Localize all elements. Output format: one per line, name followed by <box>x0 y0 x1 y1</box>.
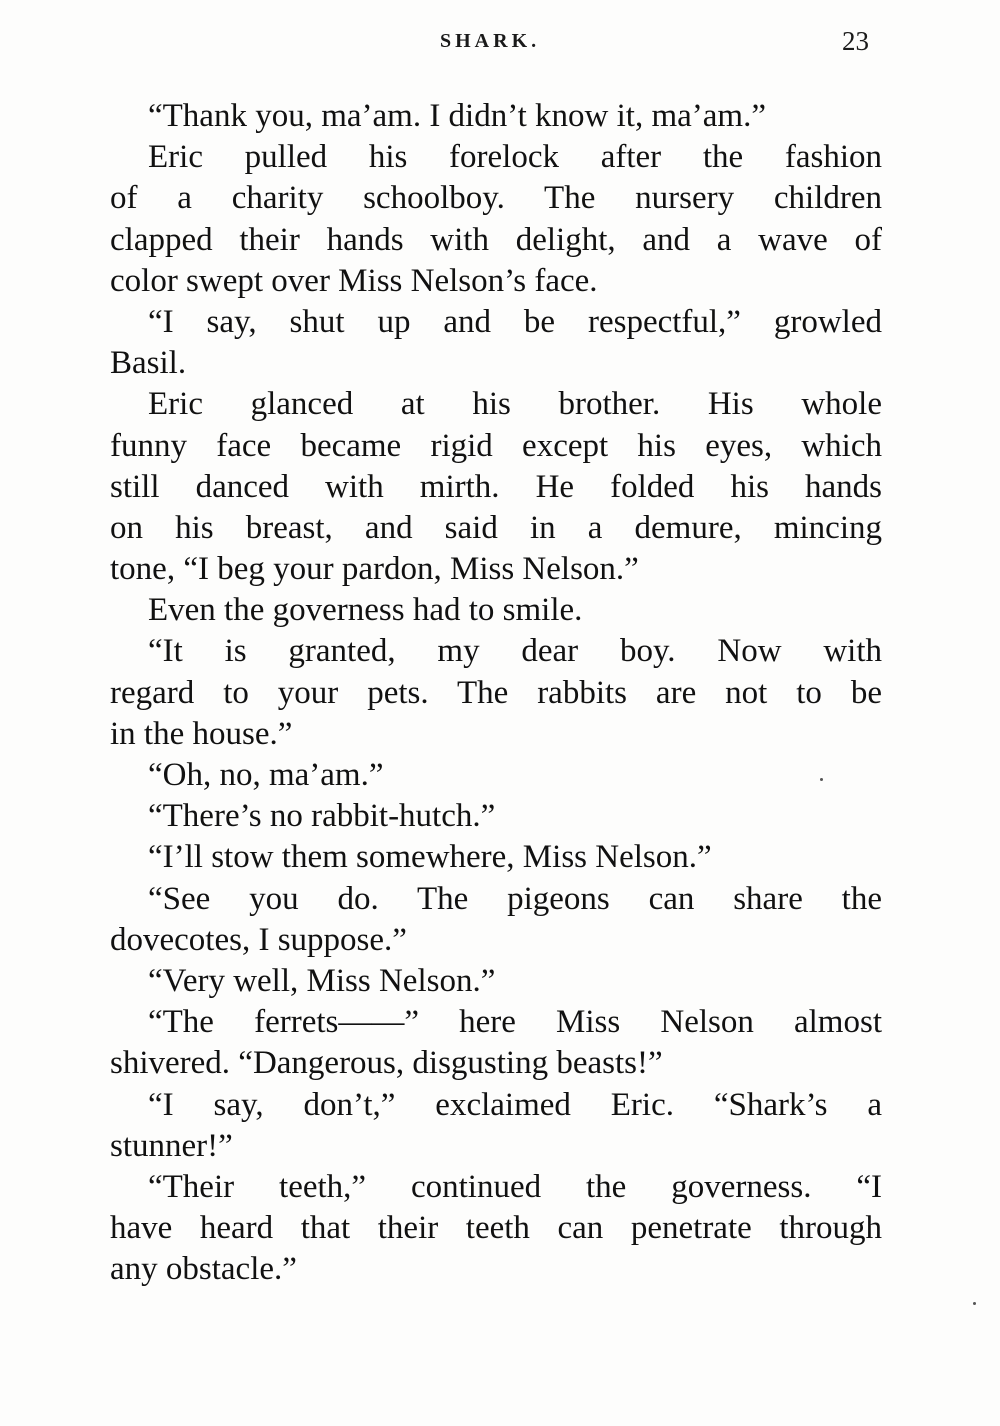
text-line: “I’ll stow them somewhere, Miss Nelson.” <box>148 839 712 876</box>
text-line: “See you do. The pigeons can share the <box>148 880 882 917</box>
text-line: shivered. “Dangerous, disgusting beasts!” <box>110 1045 663 1082</box>
text-line: color swept over Miss Nelson’s face. <box>110 262 598 299</box>
text-line: stunner!” <box>110 1127 233 1164</box>
text-line: “Very well, Miss Nelson.” <box>148 962 496 999</box>
text-line: Basil. <box>110 345 187 382</box>
text-line: “I say, shut up and be respectful,” growled <box>148 303 882 340</box>
text-line: still danced with mirth. He folded his hands <box>110 468 882 505</box>
text-line: have heard that their teeth can penetrate through <box>110 1210 882 1247</box>
text-line: “There’s no rabbit-hutch.” <box>148 798 496 835</box>
text-line: “It is granted, my dear boy. Now with <box>148 633 882 670</box>
text-line: regard to your pets. The rabbits are not to be <box>110 674 882 711</box>
text-line: Eric glanced at his brother. His whole <box>148 386 882 423</box>
text-line: tone, “I beg your pardon, Miss Nelson.” <box>110 551 639 588</box>
text-line: “Oh, no, ma’am.” <box>148 757 384 793</box>
text-line: Eric pulled his forelock after the fashion <box>148 139 882 176</box>
text-line: any obstacle.” <box>110 1251 297 1288</box>
text-line: Even the governess had to smile. <box>148 592 583 629</box>
print-speck <box>820 778 823 781</box>
text-line: “Their teeth,” continued the governess. “I <box>148 1168 882 1205</box>
text-line: in the house.” <box>110 715 293 752</box>
body-text <box>110 96 882 1290</box>
text-line: dovecotes, I suppose.” <box>110 921 407 958</box>
page-number: 23 <box>842 26 869 56</box>
text-line: “I say, don’t,” exclaimed Eric. “Shark’s a <box>148 1086 882 1123</box>
text-line: “The ferrets——” here Miss Nelson almost <box>148 1004 882 1041</box>
print-speck <box>973 1302 976 1305</box>
running-head: SHARK. <box>440 30 541 52</box>
text-line: on his breast, and said in a demure, mincing <box>110 509 882 546</box>
text-line: “Thank you, ma’am. I didn’t know it, ma’am.” <box>148 98 766 134</box>
text-line: funny face became rigid except his eyes, which <box>110 427 882 464</box>
text-line: clapped their hands with delight, and a wave of <box>110 221 882 258</box>
text-line: of a charity schoolboy. The nursery children <box>110 180 882 217</box>
